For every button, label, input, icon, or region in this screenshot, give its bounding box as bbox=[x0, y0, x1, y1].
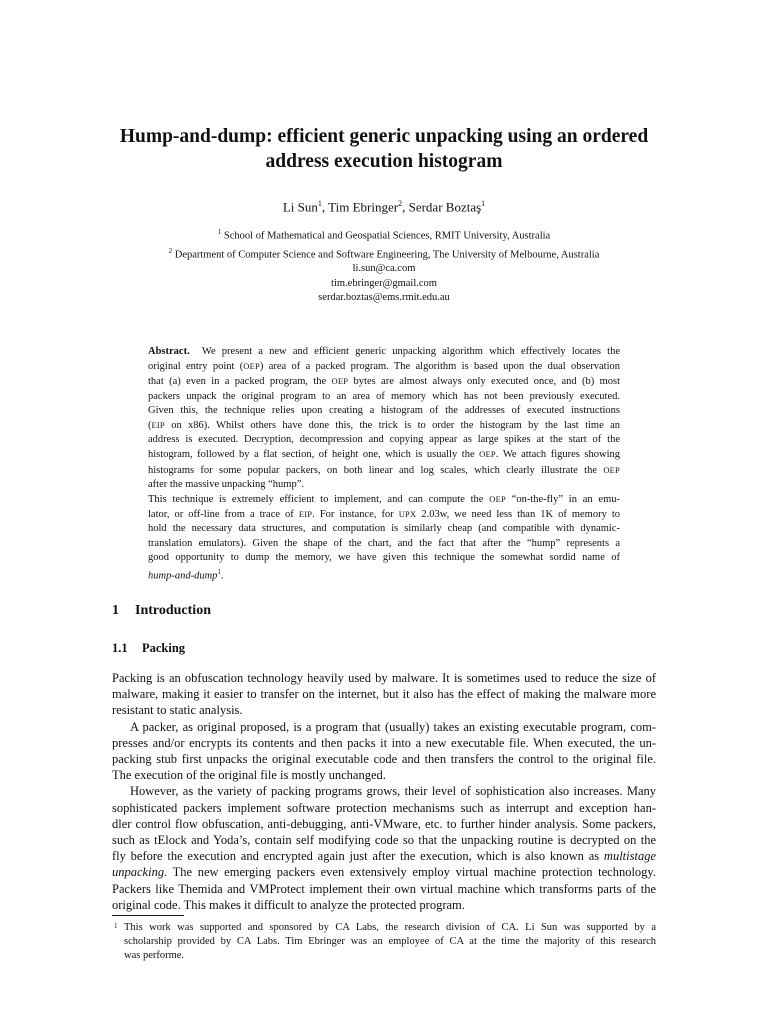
author-list: Li Sun$^1$, Tim Ebringer$^2$, Serdar Boztaş$^1$ bbox=[282, 199, 486, 215]
abstract-line: This technique is extremely efficient to implement, and can compute the OEP “on-the-fly” in an emu- bbox=[148, 494, 620, 506]
title-line: Hump-and-dump: efficient generic unpacking using an ordered bbox=[119, 126, 649, 147]
author-email[interactable]: tim.ebringer@gmail.com bbox=[331, 277, 437, 289]
footnote-line: scholarship provided by CA Labs. Tim Ebringer was an employee of CA at the time the majority of this research bbox=[124, 936, 656, 948]
abstract-line: after the massive unpacking “hump”. bbox=[148, 478, 304, 490]
affiliation-mark: 1 bbox=[217, 228, 222, 236]
abstract-line: that (a) even in a packed program, the OEP bytes are almost always only executed once, and (b) most bbox=[148, 376, 620, 388]
subsection-number: 1.1 bbox=[112, 641, 128, 655]
affiliation-mark: 1 bbox=[317, 199, 322, 208]
affiliation-text: School of Mathematical and Geospatial Sciences, RMIT University, Australia bbox=[223, 230, 551, 242]
subsection-title: Packing bbox=[142, 641, 186, 655]
body-line: A packer, as original proposed, is a program that (usually) takes an existing executable program, com- bbox=[130, 719, 656, 734]
body-line: malware, making it easier to transfer on the internet, but it also has the effect of making the malware more bbox=[112, 687, 656, 702]
title-line: address execution histogram bbox=[265, 151, 503, 172]
body-line: such as tElock and Yoda’s, contain self modifying code so that the unpacking routine is decrypted on the bbox=[112, 833, 656, 848]
abstract-text: . bbox=[220, 570, 224, 582]
body-text-run: . The new emerging packers even extensively employ virtual machine protection technology. bbox=[164, 865, 656, 880]
abstract-line bbox=[148, 345, 620, 359]
body-line: packing stub first unpacks the original executable code and then transfers the control to the original file. bbox=[112, 752, 656, 767]
abstract-line bbox=[148, 565, 620, 584]
affiliation bbox=[100, 244, 668, 263]
affiliation bbox=[100, 225, 668, 244]
author-name: Serdar Boztaş bbox=[408, 199, 482, 215]
subsection-heading bbox=[112, 641, 185, 656]
affiliation-mark: 2 bbox=[168, 246, 173, 255]
abstract-line: address is executed. Decryption, decompression and copying appear as large spikes at the start of the bbox=[148, 434, 620, 446]
abstract-line: lator, or off-line from a trace of EIP. For instance, for UPX 2.03w, we need less than 1K of memory to bbox=[148, 509, 620, 521]
author-name: Li Sun bbox=[282, 199, 318, 215]
footnote-mark: 1 bbox=[114, 922, 118, 930]
body-line: The execution of the original file is mostly unchanged. bbox=[112, 768, 386, 783]
author-name: Tim Ebringer bbox=[328, 199, 399, 215]
footnote-line: This work was supported and sponsored by CA Labs, the research division of CA. Li Sun was supported by a bbox=[124, 922, 656, 933]
affiliation-text: Department of Computer Science and Software Engineering, The University of Melbourne, Australia bbox=[174, 249, 600, 261]
affiliation-mark: 2 bbox=[398, 199, 403, 208]
body-line: Packers like Themida and VMProtect implement their own virtual machine which transforms parts of the bbox=[112, 881, 656, 896]
abstract-line: good opportunity to dump the memory, we have given this technique the somewhat sordid name of bbox=[148, 551, 620, 563]
body-line: Packing is an obfuscation technology heavily used by malware. It is sometimes used to reduce the size of bbox=[112, 671, 656, 685]
abstract-line: Given this, the technique relies upon creating a histogram of the addresses of executed instructions bbox=[148, 404, 620, 416]
body-line: sophisticated packers implement software protection mechanisms such as interrupt and exception han- bbox=[112, 800, 656, 815]
abstract-line: original entry point (OEP) area of a packed program. The algorithm is based upon the dual observation bbox=[148, 361, 620, 373]
abstract-line: histogram, followed by a flat section, of height one, which is usually the OEP. We attach figures showing bbox=[148, 449, 621, 461]
abstract bbox=[148, 345, 620, 584]
body-line: However, as the variety of packing programs grows, their level of sophistication also increases. Many bbox=[130, 784, 656, 799]
abstract-text: We present a new and efficient generic unpacking algorithm which effectively locates the bbox=[201, 346, 621, 357]
affiliations bbox=[100, 225, 668, 305]
abstract-line: histograms for some popular packers, on both linear and log scales, which clearly illustrate the OEP bbox=[148, 464, 620, 476]
paper-title bbox=[100, 124, 668, 174]
section-number: 1 bbox=[112, 603, 119, 618]
footnote-mark[interactable]: 1 bbox=[217, 568, 221, 577]
author-email[interactable]: li.sun@ca.com bbox=[352, 263, 416, 275]
emphasis: multistage bbox=[603, 849, 657, 864]
abstract-line: (EIP on x86). Whilst others have done this, the trick is to order the histogram by the last time an bbox=[148, 420, 620, 432]
emphasis: unpacking bbox=[112, 865, 165, 880]
body-text-run: fly before the execution and encrypted again just after the execution, which is also known as bbox=[112, 849, 600, 864]
abstract-line: hold the necessary data structures, and computation is similarly cheap (and compatible with dynamic- bbox=[148, 523, 620, 535]
author-email[interactable]: serdar.boztas@ems.rmit.edu.au bbox=[318, 291, 450, 303]
body-line bbox=[112, 864, 656, 880]
abstract-line: translation emulators). Given the shape of the chart, and the fact that after the “hump” represents a bbox=[148, 537, 620, 549]
body-line: original code. This makes it difficult to analyze the protected program. bbox=[112, 897, 465, 912]
abstract-label: Abstract. bbox=[148, 346, 190, 357]
body-text bbox=[112, 670, 656, 913]
body-line: presses and/or encrypts its contents and then packs it into a new executable file. When executed, the un- bbox=[112, 735, 656, 750]
technique-name: hump-and-dump bbox=[148, 570, 218, 582]
body-line bbox=[112, 848, 656, 864]
footnote bbox=[112, 921, 656, 964]
body-line: dler control flow obfuscation, anti-debugging, anti-VMware, etc. to further hinder analysis. Some packers, bbox=[112, 816, 656, 831]
footnote-line: was performe. bbox=[124, 950, 185, 962]
footnote-rule bbox=[112, 915, 184, 916]
section-title: Introduction bbox=[135, 603, 211, 618]
body-line: resistant to static analysis. bbox=[112, 703, 243, 718]
section-heading bbox=[112, 603, 211, 619]
abstract-line: packers unpack the original program to an area of memory which has not been previously executed. bbox=[148, 390, 620, 402]
affiliation-mark: 1 bbox=[481, 199, 486, 208]
